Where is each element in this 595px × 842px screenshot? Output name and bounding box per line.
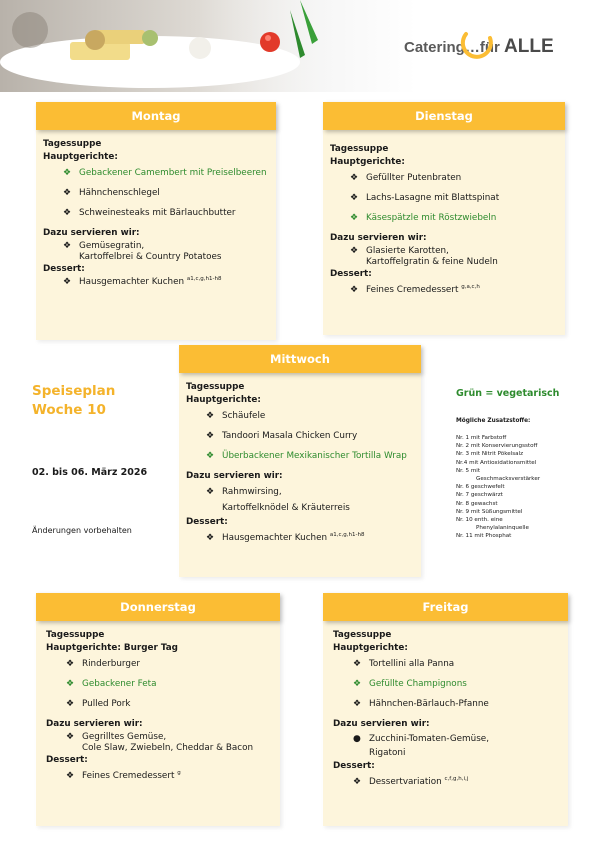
list-item: Phenylalaninquelle [476,525,529,532]
list-item: Nr. 1 mit Farbstoff [456,435,507,441]
sides-label: Dazu servieren wir: [330,233,427,243]
diamond-bullet-icon: ❖ [350,193,359,203]
menu-thursday [46,630,280,791]
list-item: ❖ Feines Cremedessert $^{g,a,c,h}$ [350,284,480,295]
day-header-tuesday: Dienstag [323,102,565,130]
list-item: ❖ Schäufele [206,411,266,421]
list-item: ❖ Lachs-Lasagne mit Blattspinat [350,193,500,203]
mains-label: Hauptgerichte: Burger Tag [46,643,178,653]
mains-label: Hauptgerichte: [333,643,408,653]
mains-label: Hauptgerichte: [186,395,261,405]
food-photo-image [0,0,330,92]
list-item: ● Zucchini-Tomaten-Gemüse, Rigatoni [353,734,489,758]
soup-label: Tagessuppe [43,139,102,149]
additives-list [456,434,586,541]
list-item: ❖ Gefüllter Putenbraten [350,173,462,183]
dessert-label: Dessert: [333,761,375,771]
list-item: Nr. 6 geschwefelt [456,484,505,491]
sides-label: Dazu servieren wir: [46,719,143,729]
list-item: ❖ Gebackener Camembert mit Preiselbeeren [63,168,267,178]
plan-title: Speiseplan Woche 10 [32,383,116,418]
list-item: ❖ Gegrilltes Gemüse, Cole Slaw, Zwiebeln, Cheddar & Bacon [66,732,254,753]
round-bullet-icon: ● [353,734,361,744]
sides-label: Dazu servieren wir: [333,719,430,729]
list-item: Nr. 5 mit [456,467,481,474]
diamond-bullet-icon: ❖ [206,451,215,461]
list-item: ❖ Tandoori Masala Chicken Curry [206,431,358,441]
diamond-bullet-icon: ❖ [206,487,215,497]
list-item: ❖ Gefüllte Champignons [353,679,467,689]
list-item: Nr.4 mit Antioxidationsmittel [456,459,537,466]
soup-label: Tagessuppe [330,144,389,154]
diamond-bullet-icon: ❖ [350,246,359,256]
sides-label: Dazu servieren wir: [186,471,283,481]
list-item: ❖ Hausgemachter Kuchen $^{a1,c,g,h1-h8}$ [206,532,365,543]
day-header-wednesday: Mittwoch [179,345,421,373]
list-item: ❖ Rahmwirsing, Kartoffelknödel & Kräuterreis [186,484,420,516]
diamond-bullet-icon: ❖ [63,241,72,251]
plan-note: Änderungen vorbehalten [32,526,132,535]
list-item: ❖ Pulled Pork [66,699,131,709]
diamond-bullet-icon: ❖ [350,213,359,223]
dessert-label: Dessert: [43,264,85,274]
list-item: ❖ Überbackener Mexikanischer Tortilla Wrap [206,451,407,461]
additives-title: Mögliche Zusatzstoffe: [456,418,531,424]
diamond-bullet-icon: ❖ [206,431,215,441]
diamond-bullet-icon: ❖ [66,732,75,742]
sides-label: Dazu servieren wir: [43,228,140,238]
list-item: ❖ Gemüsegratin, Kartoffelbrei & Country Potatoes [63,241,222,262]
list-item: Nr. 11 mit Phosphat [456,533,512,540]
list-item: ❖ Dessertvariation $^{c,f,g,h,i,j}$ [353,776,469,787]
list-item: ❖ Hähnchen-Bärlauch-Pfanne [353,699,489,709]
list-item: ❖ Feines Cremedessert $^g$ [66,770,181,781]
list-item: Geschmacksverstärker [476,476,541,483]
diamond-bullet-icon: ❖ [350,173,359,183]
diamond-bullet-icon: ❖ [66,771,75,781]
list-item: ❖ Hähnchenschlegel [63,188,160,198]
list-item: Nr. 7 geschwärzt [456,492,503,499]
mains-label: Hauptgerichte: [43,152,118,162]
vegetarian-legend: Grün = vegetarisch [456,388,560,399]
diamond-bullet-icon: ❖ [206,411,215,421]
menu-friday [333,630,567,797]
day-header-friday: Freitag [323,593,568,621]
soup-label: Tagessuppe [333,630,392,640]
header-banner [0,0,595,92]
diamond-bullet-icon: ❖ [63,277,72,287]
diamond-bullet-icon: ❖ [63,208,72,218]
soup-label: Tagessuppe [186,382,245,392]
list-item: Nr. 8 gewachst [456,500,498,507]
list-item: ❖ Hausgemachter Kuchen $^{a1,c,g,h1-h8}$ [63,276,222,287]
mains-label: Hauptgerichte: [330,157,405,167]
day-header-monday: Montag [36,102,276,130]
list-item: ❖ Käsespätzle mit Röstzwiebeln [350,213,497,223]
diamond-bullet-icon: ❖ [66,659,75,669]
day-header-thursday: Donnerstag [36,593,280,621]
diamond-bullet-icon: ❖ [63,188,72,198]
dessert-label: Dessert: [46,755,88,765]
menu-wednesday [186,382,420,553]
logo-swoosh-icon [458,28,498,62]
list-item: ❖ Gebackener Feta [66,679,157,689]
list-item: ❖ Schweinesteaks mit Bärlauchbutter [63,208,236,218]
list-item: Nr. 2 mit Konservierungsstoff [456,443,538,450]
list-item: Nr. 9 mit Süßungsmittel [456,508,523,515]
diamond-bullet-icon: ❖ [353,777,362,787]
diamond-bullet-icon: ❖ [66,679,75,689]
diamond-bullet-icon: ❖ [63,168,72,178]
diamond-bullet-icon: ❖ [350,285,359,295]
soup-label: Tagessuppe [46,630,105,640]
list-item: ❖ Rinderburger [66,659,140,669]
diamond-bullet-icon: ❖ [353,659,362,669]
dessert-label: Dessert: [330,269,372,279]
list-item: Nr. 10 enth. eine [456,517,503,524]
diamond-bullet-icon: ❖ [66,699,75,709]
diamond-bullet-icon: ❖ [353,699,362,709]
list-item: Nr. 3 mit Nitrit Pökelsalz [456,451,524,458]
dessert-label: Dessert: [186,517,228,527]
menu-tuesday [330,144,564,305]
diamond-bullet-icon: ❖ [206,533,215,543]
menu-monday [43,139,275,297]
diamond-bullet-icon: ❖ [353,679,362,689]
plan-date: 02. bis 06. März 2026 [32,467,148,478]
list-item: ❖ Glasierte Karotten, Kartoffelgratin & feine Nudeln [350,246,498,267]
logo-text: Catering…für ALLE [404,36,554,57]
list-item: ❖ Tortellini alla Panna [353,659,455,669]
